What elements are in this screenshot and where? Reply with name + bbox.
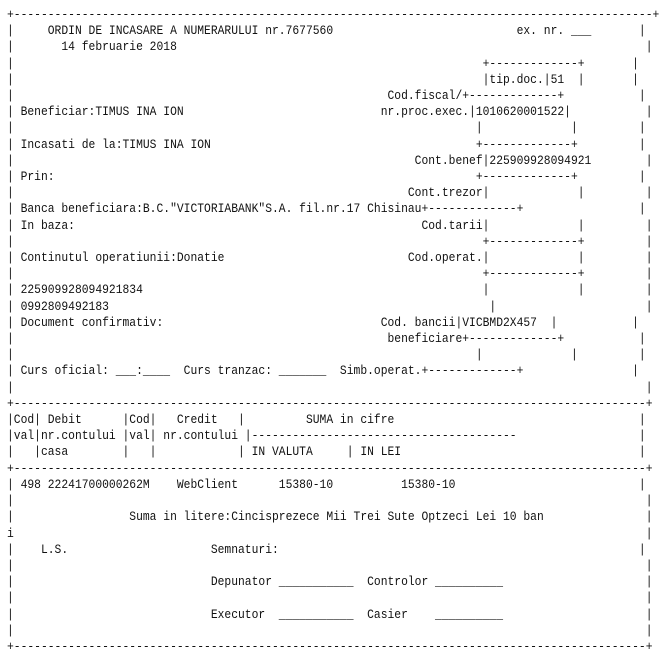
document-line: | Cont.benef|225909928094921 | [7, 152, 653, 168]
document-line: | +-------------+ | [7, 55, 639, 71]
document-line: | Suma in litere:Cincisprezece Mii Trei Sute Optzeci Lei 10 ban | [7, 509, 653, 525]
document-line: | ORDIN DE INCASARE A NUMERARULUI nr.7677560 ex. nr. ___ | [7, 23, 646, 39]
document-line: | |tip.doc.|51 | | [7, 71, 639, 87]
document-line: | beneficiare+-------------+ | [7, 331, 646, 347]
document-line: +---------------------------------------------------------------------------------------------+ [7, 395, 653, 411]
document-line: | | [7, 557, 653, 573]
document-line: | 498 22241700000262M WebClient 15380-10 15380-10 | [7, 476, 646, 492]
document-line: |val|nr.contului |val| nr.contului |--------------------------------------- | [7, 428, 646, 444]
document-line: | |casa | | | IN VALUTA | IN LEI | [7, 444, 646, 460]
document-line: | | [7, 493, 653, 509]
document-line: | 14 februarie 2018 | [7, 39, 653, 55]
document-line: +----------------------------------------------------------------------------------------------+ [7, 7, 660, 22]
document-line: | Continutul operatiunii:Donatie Cod.operat.| | | [7, 250, 653, 266]
document-line: | Cod.fiscal/+-------------+ | [7, 88, 646, 104]
document-line: | Cont.trezor| | | [7, 185, 653, 201]
document-line: | In baza: Cod.tarii| | | [7, 217, 653, 233]
document-line: | | | | [7, 120, 646, 136]
document-line: | 0992809492183 | | [7, 298, 653, 314]
document-line: |Cod| Debit |Cod| Credit | SUMA in cifre | [7, 412, 646, 428]
document-line: | | [7, 622, 653, 638]
document-line: | +-------------+ | [7, 233, 653, 249]
document-line: | Beneficiar:TIMUS INA ION nr.proc.exec.|1010620001522| | [7, 104, 653, 120]
document-line: | Banca beneficiara:B.C."VICTORIABANK"S.A. fil.nr.17 Chisinau+-------------+ | [7, 201, 646, 217]
document-line: | Depunator ___________ Controlor __________ | [7, 574, 653, 590]
document-line: | | [7, 379, 653, 395]
document-line: | L.S. Semnaturi: | [7, 541, 646, 557]
document-line: | Prin: +-------------+ | [7, 169, 646, 185]
document-line: | Document confirmativ: Cod. bancii|VICBMD2X457 | | [7, 314, 639, 330]
document-text [7, 7, 659, 655]
document-line: | Executor ___________ Casier __________ | [7, 606, 653, 622]
document-line: | Incasati de la:TIMUS INA ION +-------------+ | [7, 136, 646, 152]
document-line: i | [7, 525, 653, 541]
document-line: | | [7, 590, 653, 606]
document-line: +---------------------------------------------------------------------------------------------+ [7, 460, 653, 476]
document-line: | | | | [7, 347, 646, 363]
document-line: +---------------------------------------------------------------------------------------------+ [7, 638, 653, 654]
document-line: | 225909928094921834 | | | [7, 282, 653, 298]
document-line: | Curs oficial: ___:____ Curs tranzac: _______ Simb.operat.+-------------+ | [7, 363, 639, 379]
document-line: | +-------------+ | [7, 266, 653, 282]
